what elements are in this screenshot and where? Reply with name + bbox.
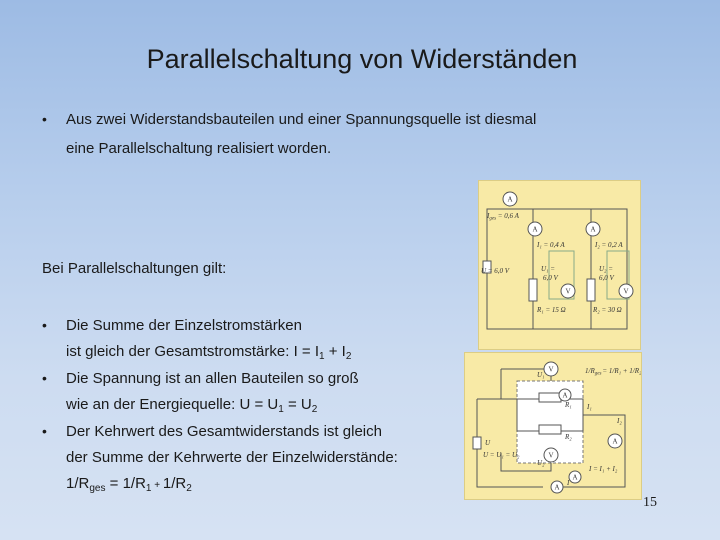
intro-line-1: Aus zwei Widerstandsbauteilen und einer Spannungsquelle ist diesmal xyxy=(66,111,537,128)
formula-part: 1/R xyxy=(162,475,187,492)
label-i: I xyxy=(567,479,570,487)
label-u2: U₂ = xyxy=(599,265,613,273)
label-r1: R₁ = 15 Ω xyxy=(537,306,566,314)
label-u2-value: 6,0 V xyxy=(599,274,614,282)
voltmeter-icon: V xyxy=(548,365,554,374)
subscript: 2 xyxy=(345,351,352,362)
ammeter-icon: A xyxy=(507,195,513,204)
bullet-symbol: • xyxy=(42,111,47,127)
rule-3-line-2: der Summe der Kehrwerte der Einzelwiderstände: xyxy=(66,449,398,466)
ammeter-icon: A xyxy=(532,225,538,234)
rules-list xyxy=(42,312,462,499)
rule-1-plus: + I xyxy=(324,343,346,360)
ammeter-icon: A xyxy=(572,473,578,482)
subscript: 1 xyxy=(145,483,152,494)
label-u: U xyxy=(485,439,491,447)
label-i1: I₁ xyxy=(587,403,592,411)
label-r1: R₁ xyxy=(565,401,572,409)
voltmeter-icon: V xyxy=(623,287,629,296)
rule-1-line-1: Die Summe der Einzelstromstärken xyxy=(66,317,302,334)
resistor-r1-symbol xyxy=(529,279,537,301)
voltmeter-icon: V xyxy=(565,287,571,296)
label-u1: U₁ = xyxy=(541,265,555,273)
rule-2-formula: wie an der Energiequelle: U = U xyxy=(66,396,279,413)
ammeter-icon: A xyxy=(554,483,560,492)
formula-part: 1/R xyxy=(66,475,90,492)
subscript: 2 xyxy=(186,483,192,494)
intro-bullet xyxy=(42,105,602,163)
voltmeter-icon: V xyxy=(548,451,554,460)
intro-line-2: eine Parallelschaltung realisiert worden. xyxy=(66,140,332,157)
voltage-source-symbol xyxy=(473,437,481,449)
ammeter-icon: A xyxy=(562,391,568,400)
bullet-symbol: • xyxy=(42,370,47,386)
rule-1-formula: ist gleich der Gesamtstromstärke: I = I xyxy=(66,343,320,360)
circuit-diagram-2 xyxy=(465,353,641,499)
slide-title: Parallelschaltung von Widerständen xyxy=(146,44,578,74)
formula-voltage: U = U₁ = U₂ xyxy=(483,451,520,459)
rule-1-line-2 xyxy=(42,339,462,365)
subscript: ges xyxy=(89,483,106,494)
subscript: 2 xyxy=(311,404,318,415)
label-i2: I₂ xyxy=(617,417,622,425)
subscript: 1 xyxy=(319,351,325,362)
label-u2: U₂ xyxy=(537,459,545,467)
rule-3-line-1: Der Kehrwert des Gesamtwiderstands ist gleich xyxy=(66,423,382,440)
rule-2-line-2 xyxy=(42,392,462,418)
label-i2: I₂ = 0,2 A xyxy=(595,241,623,249)
circuit-figure-schematic xyxy=(464,352,642,500)
formula-resistance: $1/R_{ges}= 1/R_1 + 1/R_2$ xyxy=(585,367,641,377)
rule-2-equals: = U xyxy=(283,396,312,413)
label-i1: I₁ = 0,4 A xyxy=(537,241,565,249)
page-number: 15 xyxy=(643,495,657,510)
formula-current: I = I₁ + I₂ xyxy=(589,465,618,473)
label-u1-value: 6,0 V xyxy=(543,274,558,282)
rules-heading: Bei Parallelschaltungen gilt: xyxy=(42,260,227,277)
label-u1: U₁ xyxy=(537,371,545,379)
circuit-figure-measurements xyxy=(478,180,641,350)
formula-part: = 1/R xyxy=(105,475,146,492)
resistor-r2-symbol xyxy=(587,279,595,301)
bullet-symbol: • xyxy=(42,423,47,439)
resistor-r1-symbol xyxy=(539,393,561,402)
circuit-diagram-1 xyxy=(479,181,640,349)
formula-part: + xyxy=(151,480,163,491)
rule-2-line-1: Die Spannung ist an allen Bauteilen so groß xyxy=(66,370,359,387)
resistor-r2-symbol xyxy=(539,425,561,434)
ammeter-icon: A xyxy=(590,225,596,234)
label-u: U = 6,0 V xyxy=(481,267,510,275)
ammeter-icon: A xyxy=(612,437,618,446)
rule-3-formula xyxy=(42,471,462,499)
label-i-ges: $I_{ges} = 0,6$ A xyxy=(487,212,519,222)
subscript: 1 xyxy=(278,404,284,415)
label-r2: R₂ = 30 Ω xyxy=(593,306,622,314)
bullet-symbol: • xyxy=(42,317,47,333)
label-r2: R₂ xyxy=(565,433,572,441)
